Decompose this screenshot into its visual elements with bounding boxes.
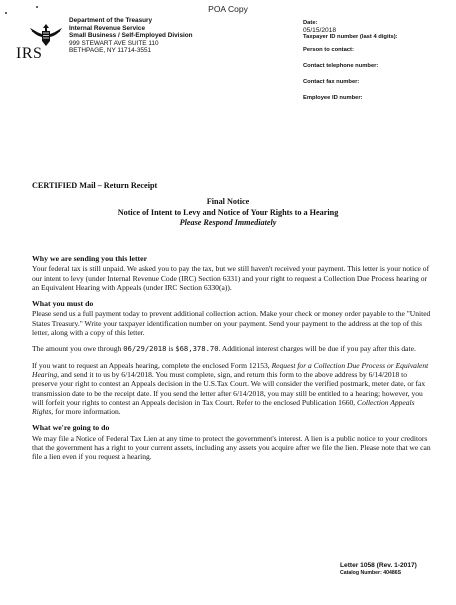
appeal-text-3: , for more information.	[51, 407, 121, 417]
letter-number: Letter 1058 (Rev. 1-2017)	[340, 562, 417, 569]
catalog-number: Catalog Number: 40486S	[340, 569, 402, 576]
date-value: 05/15/2018	[303, 27, 337, 34]
owe-suffix: . Additional interest charges will be due if you pay after this date.	[218, 344, 416, 354]
letter-footer	[340, 562, 417, 577]
publication-1660-title: Collection Appeals Rights	[32, 397, 415, 417]
why-paragraph: Your federal tax is still unpaid. We asked you to pay the tax, but we still haven't received your payment. This letter is your notice of our intent to levy (under Internal Revenue Code (IRC) Section 6331) and your right to request a Collection Due Process hearing or an Equivalent Hearing with Appeals (under IRC Section 6330(a)).	[32, 264, 430, 292]
appeal-text-1: If you want to request an Appeals hearing, complete the enclosed Form 12153,	[32, 360, 272, 370]
agency-department: Department of the Treasury	[69, 17, 153, 24]
date-label: Date:	[303, 20, 318, 26]
notice-title: Final Notice	[206, 197, 250, 206]
must-paragraph: Please send us a full payment today to prevent additional collection action. Make your check or money order payable to the "United States Treasury." Write your taxpayer identification number on your payment. Send your payment to the address at the top of this letter, along with a copy of this letter.	[32, 309, 431, 338]
next-paragraph: We may file a Notice of Federal Tax Lien at any time to protect the government's interest. A lien is a public notice to your creditors that the government has a right to your current assets, including any assets you acquire after we file the lien. Please note that we can file a lien even if you request a hearing.	[32, 433, 431, 462]
employee-id-label: Employee ID number:	[303, 95, 363, 101]
contact-info-block	[303, 20, 398, 102]
owe-date: 06/29/2018	[123, 344, 167, 354]
appeals-paragraph	[32, 361, 432, 417]
agency-street: 999 STEWART AVE SUITE 110	[69, 39, 159, 47]
notice-subtitle: Notice of Intent to Levy and Notice of Your Rights to a Hearing	[117, 207, 339, 217]
appeal-text-2: , and send it to us by 6/14/2018. You must complete, sign, and return this form to the above address by 6/14/2018 to preserve your right to contest an Appeals decision in the U.S.Tax Court. We will consider the verified postmark, meter date, or fax transmission date to be the receipt date. If you send the letter after 6/14/2018, you may still be entitled to a hearing; however, you will forfeit your rights to contest an Appeals decision in Tax Court. Refer to the enclosed Publication 1660,	[32, 369, 426, 407]
why-heading: Why we are sending you this letter	[32, 254, 148, 263]
form-12153-title: Request for a Collection Due Process or Equivalent Hearing	[32, 360, 429, 379]
amount-owed-paragraph	[32, 344, 432, 353]
contact-phone-label: Contact telephone number:	[303, 63, 379, 69]
agency-city: BETHPAGE, NY 11714-3551	[69, 47, 152, 55]
irs-logo-text: IRS	[16, 45, 43, 62]
scan-speck	[5, 12, 7, 14]
person-to-contact-label: Person to contact:	[303, 47, 354, 53]
agency-address	[69, 17, 193, 55]
owe-is: is	[166, 344, 176, 354]
contact-fax-label: Contact fax number:	[303, 79, 360, 85]
poa-copy-label: POA Copy	[208, 4, 248, 14]
scan-speck	[36, 6, 38, 8]
amount-owed: $68,378.70	[175, 344, 219, 354]
agency-division: Small Business / Self-Employed Division	[69, 32, 193, 40]
owe-prefix: The amount you owe through	[32, 344, 124, 354]
notice-title-block	[0, 197, 456, 229]
taxpayer-id-label: Taxpayer ID number (last 4 digits):	[303, 34, 398, 40]
notice-urgency: Please Respond Immediately	[179, 218, 277, 227]
certified-mail-label: CERTIFIED Mail – Return Receipt	[32, 181, 158, 190]
next-heading: What we're going to do	[32, 423, 110, 433]
agency-name: Internal Revenue Service	[69, 24, 146, 32]
must-heading: What you must do	[32, 299, 94, 309]
letter-body	[32, 254, 432, 469]
